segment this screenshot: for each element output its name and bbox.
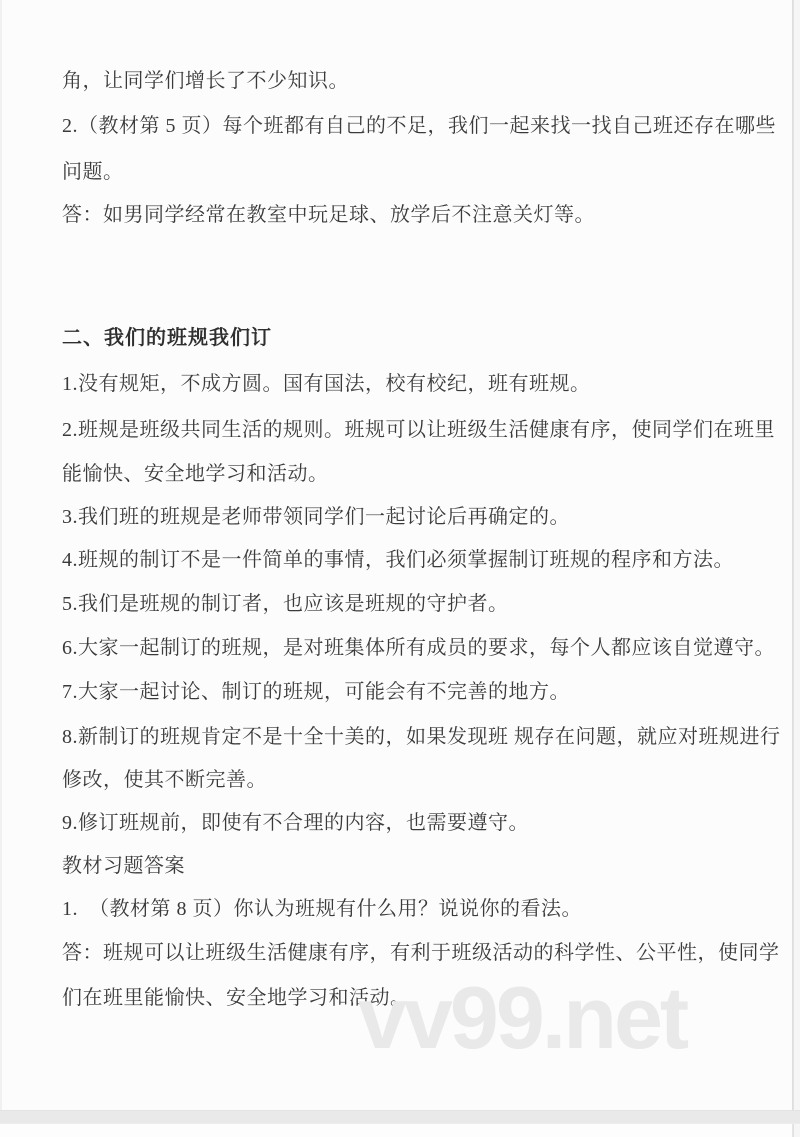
section-heading: 二、我们的班规我们订 bbox=[62, 327, 272, 349]
text-line: 答：班规可以让班级生活健康有序，有利于班级活动的科学性、公平性，使同学 bbox=[62, 942, 780, 964]
text-line: 们在班里能愉快、安全地学习和活动。 bbox=[62, 987, 411, 1009]
text-line: 6.大家一起制订的班规，是对班集体所有成员的要求，每个人都应该自觉遵守。 bbox=[62, 637, 775, 659]
page-right-edge bbox=[793, 0, 800, 1137]
text-line: 4.班规的制订不是一件简单的事情，我们必须掌握制订班规的程序和方法。 bbox=[62, 549, 734, 571]
text-line: 3.我们班的班规是老师带领同学们一起讨论后再确定的。 bbox=[62, 506, 570, 528]
text-line: 问题。 bbox=[62, 161, 124, 183]
text-line: 2.班规是班级共同生活的规则。班规可以让班级生活健康有序，使同学们在班里 bbox=[62, 419, 775, 441]
text-line: 能愉快、安全地学习和活动。 bbox=[62, 463, 329, 485]
text-line: 1. （教材第 8 页）你认为班规有什么用？说说你的看法。 bbox=[62, 898, 582, 920]
text-line: 5.我们是班规的制订者，也应该是班规的守护者。 bbox=[62, 593, 509, 615]
page-separator bbox=[0, 1110, 800, 1124]
text-line: 教材习题答案 bbox=[62, 855, 185, 877]
text-line: 2.（教材第 5 页）每个班都有自己的不足，我们一起来找一找自己班还存在哪些 bbox=[62, 115, 776, 137]
text-line: 7.大家一起讨论、制订的班规，可能会有不完善的地方。 bbox=[62, 681, 570, 703]
text-line: 1.没有规矩，不成方圆。国有国法，校有校纪，班有班规。 bbox=[62, 373, 591, 395]
text-line: 角，让同学们增长了不少知识。 bbox=[62, 70, 349, 92]
watermark: vv99.net bbox=[358, 968, 687, 1067]
text-line: 9.修订班规前，即使有不合理的内容，也需要遵守。 bbox=[62, 812, 529, 834]
text-line: 8.新制订的班规肯定不是十全十美的，如果发现班 规存在问题，就应对班规进行 bbox=[62, 726, 781, 748]
next-page-top bbox=[0, 1124, 793, 1137]
text-line: 修改，使其不断完善。 bbox=[62, 769, 267, 791]
text-line: 答：如男同学经常在教室中玩足球、放学后不注意关灯等。 bbox=[62, 204, 595, 226]
